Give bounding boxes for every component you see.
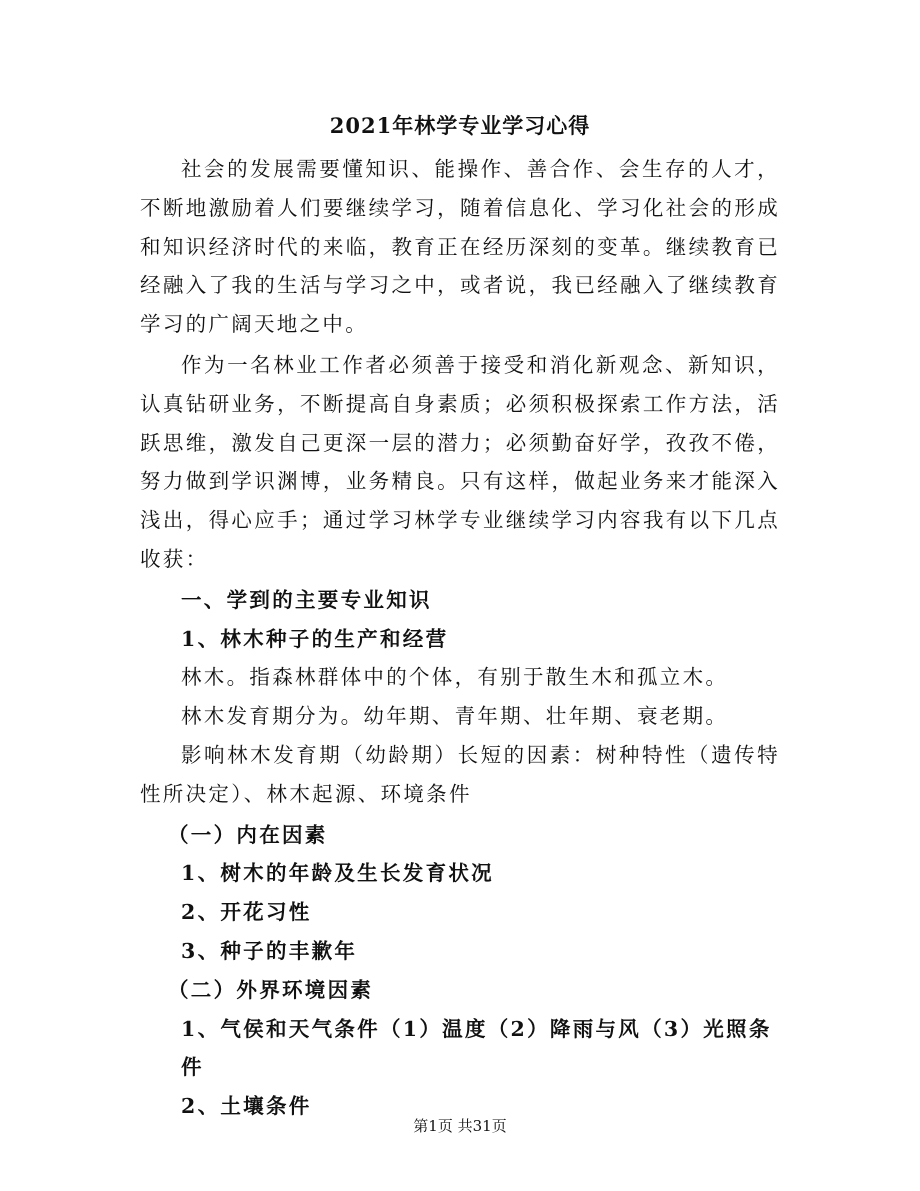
item-heading-1: 1、林木种子的生产和经营: [181, 626, 449, 651]
subsection-heading-2: （二）外界环境因素: [168, 977, 374, 1002]
text-line-b: 林木发育期分为。幼年期、青年期、壮年期、衰老期。: [181, 704, 729, 729]
list-item: 3、种子的丰歉年: [181, 938, 358, 963]
page-number: 第1页 共31页: [413, 1117, 507, 1135]
document-title: 2021年林学专业学习心得: [329, 113, 591, 138]
text-line-c: 影响林木发育期（幼龄期）长短的因素：树种特性（遗传特性所决定）、林木起源、环境条件: [140, 742, 780, 806]
list-item: 1、树木的年龄及生长发育状况: [181, 861, 494, 886]
paragraph-1: 社会的发展需要懂知识、能操作、善合作、会生存的人才，不断地激励着人们要继续学习，随着信息化、学习化社会的形成和知识经济时代的来临，教育正在经历深刻的变革。继续教育已经融入了我的生活与学习之中，或者说，我已经融入了继续教育学习的广阔天地之中。: [140, 157, 780, 337]
text-line-a: 林木。指森林群体中的个体，有别于散生木和孤立木。: [181, 665, 729, 690]
subsection-heading-1: （一）内在因素: [168, 822, 328, 847]
list-item: 1、气侯和天气条件（1）温度（2）降雨与风（3）光照条件: [181, 1016, 772, 1080]
list-item: 2、土壤条件: [181, 1094, 312, 1119]
section-heading-1: 一、学到的主要专业知识: [181, 587, 432, 612]
list-item: 2、开花习性: [181, 900, 312, 925]
paragraph-2: 作为一名林业工作者必须善于接受和消化新观念、新知识，认真钻研业务，不断提高自身素质；必须积极探索工作方法，活跃思维，激发自己更深一层的潜力；必须勤奋好学，孜孜不倦，努力做到学识渊博，业务精良。只有这样，做起业务来才能深入浅出，得心应手；通过学习林学专业继续学习内容我有以下几点收获：: [140, 352, 780, 571]
document-body: [140, 150, 780, 1126]
